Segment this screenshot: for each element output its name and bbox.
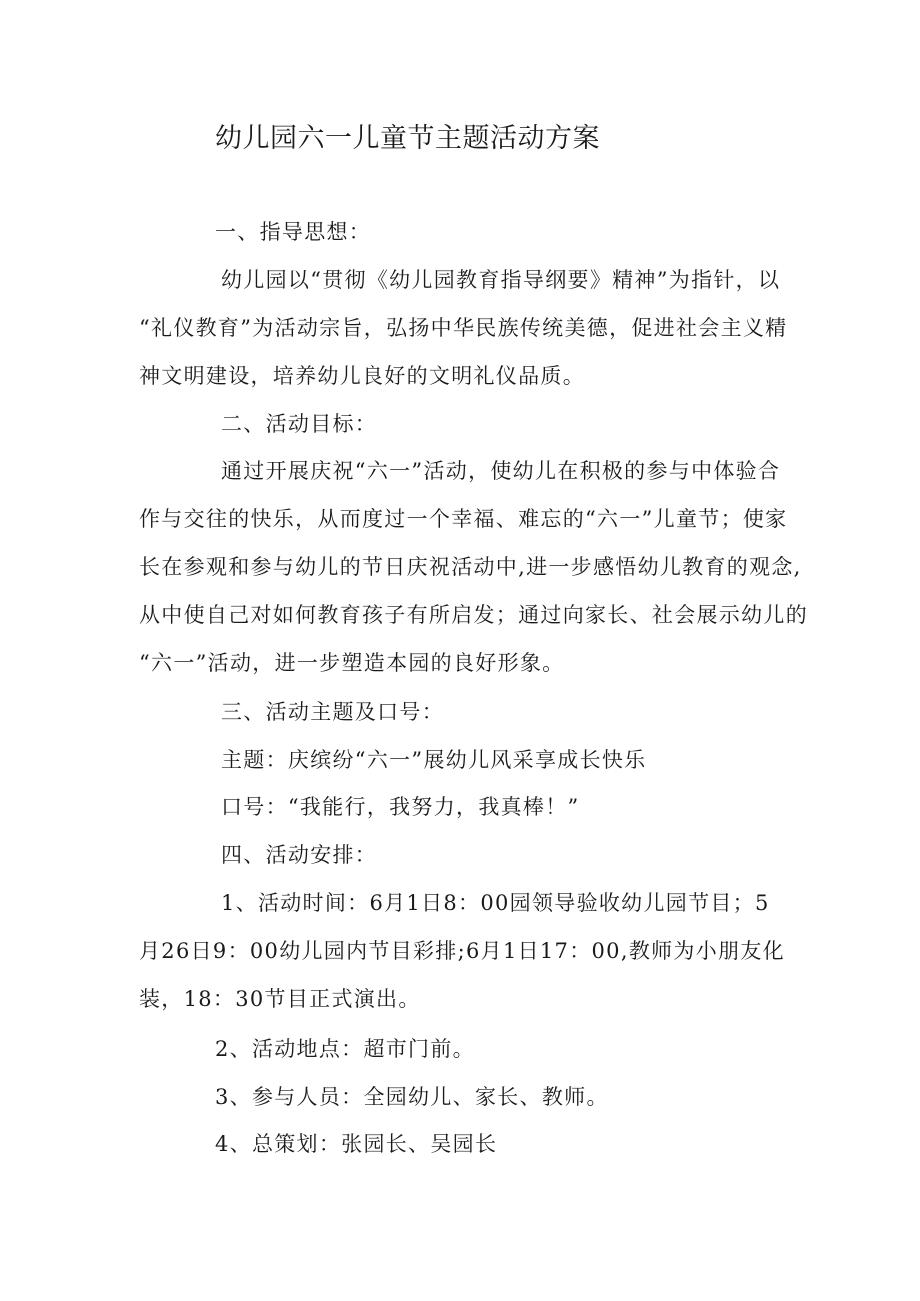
section-heading-arrangement: 四、活动安排： <box>221 843 378 867</box>
paragraph-line: 长在参观和参与幼儿的节日庆祝活动中,进一步感悟幼儿教育的观念, <box>139 555 802 579</box>
paragraph-line: 幼儿园以“贯彻《幼儿园教育指导纲要》精神”为指针，以 <box>221 268 781 292</box>
place-line: 2、活动地点：超市门前。 <box>215 1037 475 1061</box>
participants-line: 3、参与人员：全园幼儿、家长、教师。 <box>215 1085 609 1109</box>
planner-line: 4、总策划：张园长、吴园长 <box>215 1132 498 1156</box>
paragraph-line: 装，18：30节目正式演出。 <box>139 987 421 1011</box>
paragraph-line: 作与交往的快乐，从而度过一个幸福、难忘的“六一”儿童节；使家 <box>139 507 788 531</box>
paragraph-line: 1、活动时间：6月1日8：00园领导验收幼儿园节目；5 <box>221 891 770 915</box>
paragraph-line: “六一”活动，进一步塑造本园的良好形象。 <box>139 651 565 675</box>
paragraph-line: 通过开展庆祝“六一”活动，使幼儿在积极的参与中体验合 <box>221 459 781 483</box>
paragraph-line: 月26日9：00幼儿园内节目彩排;6月1日17：00,教师为小朋友化 <box>139 939 785 963</box>
slogan-line: 口号：“我能行，我努力，我真棒！” <box>221 795 580 819</box>
section-heading-guiding: 一、指导思想： <box>215 220 372 244</box>
theme-line: 主题：庆缤纷“六一”展幼儿风采享成长快乐 <box>221 748 647 772</box>
paragraph-line: 神文明建设，培养幼儿良好的文明礼仪品质。 <box>139 364 585 388</box>
section-heading-goals: 二、活动目标： <box>221 412 378 436</box>
paragraph-line: 从中使自己对如何教育孩子有所启发；通过向家长、社会展示幼儿的 <box>139 603 808 627</box>
paragraph-line: “礼仪教育”为活动宗旨，弘扬中华民族传统美德，促进社会主义精 <box>139 316 788 340</box>
section-heading-theme: 三、活动主题及口号： <box>221 700 444 724</box>
document-title: 幼儿园六一儿童节主题活动方案 <box>215 123 600 154</box>
